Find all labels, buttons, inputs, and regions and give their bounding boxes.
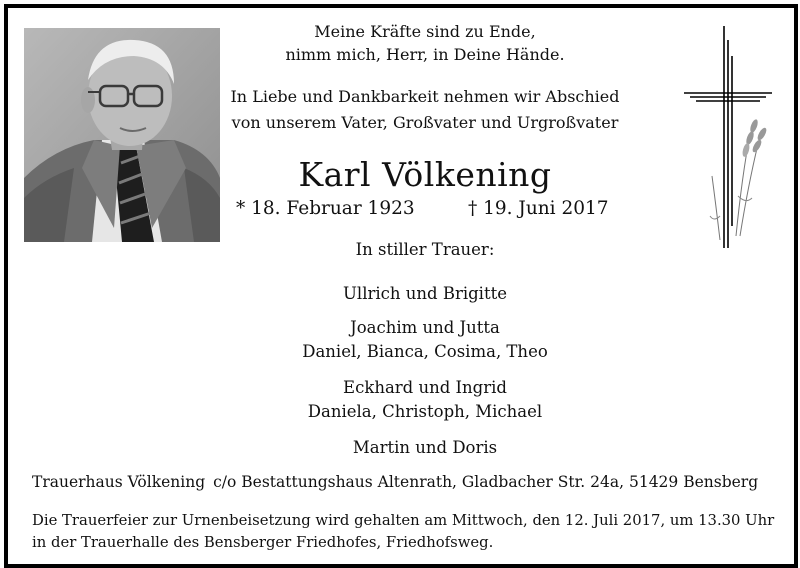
mourner-line: Daniel, Bianca, Cosima, Theo	[302, 342, 548, 361]
funeral-notice: Die Trauerfeier zur Urnenbeisetzung wird gehalten am Mittwoch, den 12. Juli 2017, um 13.30 Uhr in der Trauerhalle des Bensberger Friedhofes, Friedhofsweg.	[32, 512, 775, 551]
farewell-intro	[225, 84, 625, 136]
mourner-line: Ullrich und Brigitte	[343, 284, 507, 303]
mourner-line: Joachim und Jutta	[350, 318, 500, 337]
mourning-heading: In stiller Trauer:	[355, 240, 495, 259]
mourner-group	[225, 316, 625, 364]
portrait-photo	[24, 28, 220, 242]
verse-line-2: nimm mich, Herr, in Deine Hände.	[285, 45, 565, 64]
death-date: † 19. Juni 2017	[468, 198, 609, 219]
mourner-line: Daniela, Christoph, Michael	[307, 402, 543, 421]
mourner-group	[225, 376, 625, 424]
bible-verse	[225, 20, 625, 66]
mourning-house-address	[32, 473, 758, 491]
mourning-house-name: Trauerhaus Völkening	[32, 473, 206, 491]
mourning-house-location: c/o Bestattungshaus Altenrath, Gladbacher Str. 24a, 51429 Bensberg	[213, 473, 759, 491]
intro-line-2: von unserem Vater, Großvater und Urgroßvater	[231, 113, 619, 132]
birth-date: * 18. Februar 1923	[236, 198, 415, 219]
verse-line-1: Meine Kräfte sind zu Ende,	[314, 22, 536, 41]
intro-line-1: In Liebe und Dankbarkeit nehmen wir Abschied	[230, 87, 620, 106]
mourner-group	[225, 436, 625, 460]
mourner-line: Martin und Doris	[352, 438, 498, 457]
deceased-name: Karl Völkening	[298, 155, 552, 194]
mourner-group	[225, 282, 625, 306]
cross-with-wheat-icon	[680, 26, 776, 256]
mourner-line: Eckhard und Ingrid	[343, 378, 507, 397]
